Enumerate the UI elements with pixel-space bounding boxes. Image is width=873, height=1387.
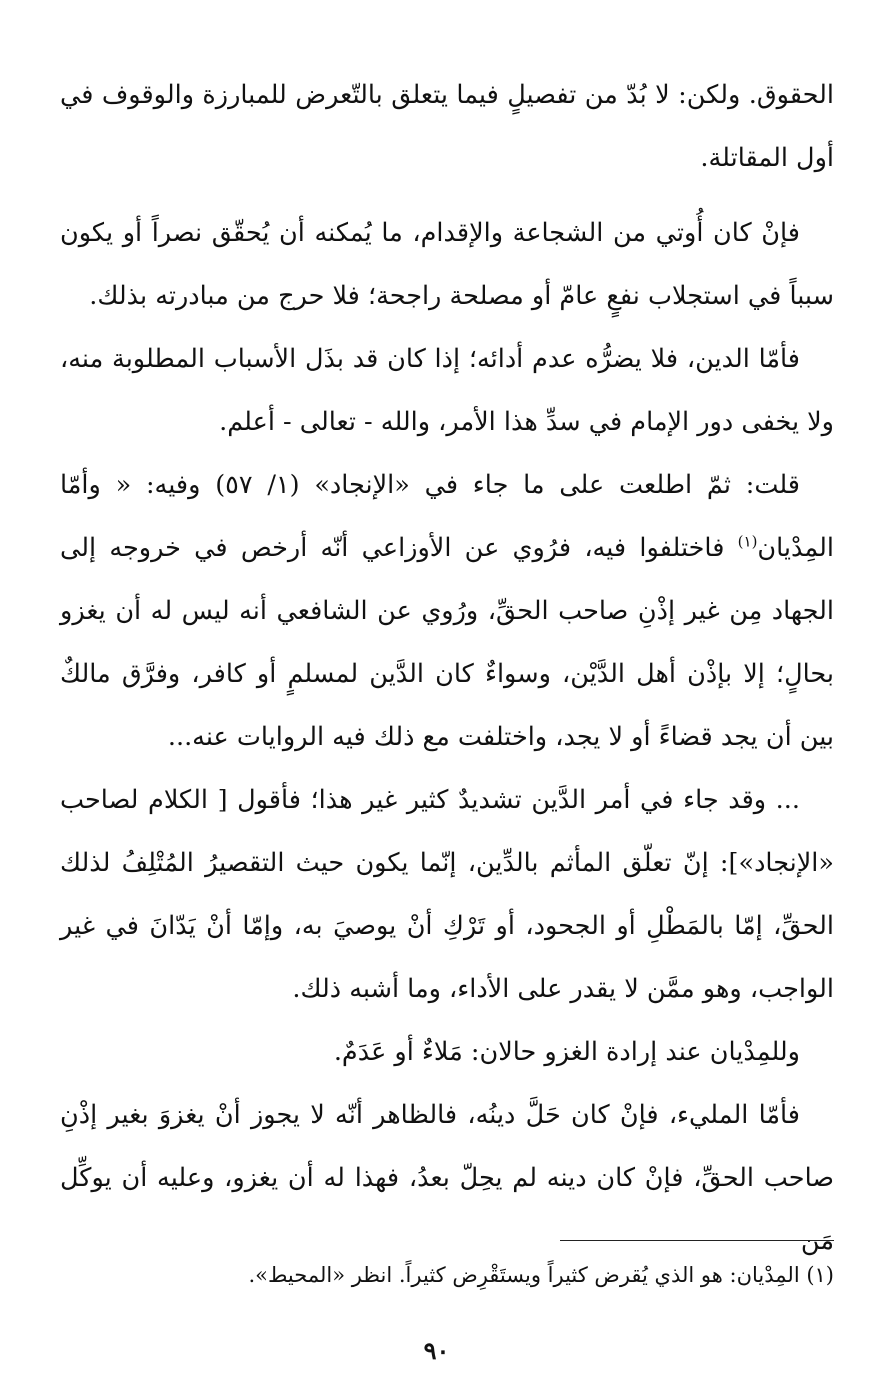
paragraph-3: فأمّا الدين، فلا يضرُّه عدم أدائه؛ إذا كان قد بذَل الأسباب المطلوبة منه، ولا يخفى دور الإمام في سدِّ هذا الأمر، والله - تعالى - أعلم. — [60, 344, 834, 437]
footnote: (١) المِدْيان: هو الذي يُقرض كثيراً ويستَقْرِض كثيراً. انظر «المحيط». — [248, 1263, 834, 1287]
paragraph-7: فأمّا المليء، فإنْ كان حَلَّ دينُه، فالظاهر أنّه لا يجوز أنْ يغزوَ بغير إذْنِ صاحب الحقِّ، فإنْ كان دينه لم يحِلّ بعدُ، فهذا له أن يغزو، وعليه أن يوكِّل مَن — [60, 1100, 834, 1256]
paragraph-4 — [60, 454, 834, 769]
paragraph-2: فإنْ كان أُوتي من الشجاعة والإقدام، ما يُمكنه أن يُحقّق نصراً أو يكون سبباً في استجلاب نفعٍ عامّ أو مصلحة راجحة؛ فلا حرج من مبادرته بذلك. — [60, 218, 834, 311]
footnote-marker[interactable]: (١) — [737, 532, 758, 551]
paragraph-6: وللمِدْيان عند إرادة الغزو حالان: مَلاءٌ أو عَدَمٌ. — [333, 1037, 800, 1067]
paragraph-4-text: قلت: ثمّ اطلعت على ما جاء في «الإنجاد» (١/ ٥٧) وفيه: « وأمّا المِدْيان — [60, 470, 834, 563]
page-body — [60, 64, 834, 1273]
paragraph-4-continuation: فاختلفوا فيه، فرُوي عن الأوزاعي أنّه أرخص في خروجه إلى الجهاد مِن غير إذْنِ صاحب الحقِّ، ورُوي عن الشافعي أنه ليس له أن يغزو بحالٍ؛ إلا بإذْن أهل الدَّيْن، وسواءٌ كان الدَّين لمسلمٍ أو كافر، وفرَّق مالكٌ بين أن يجد قضاءً أو لا يجد، واختلفت مع ذلك فيه الروايات عنه... — [60, 533, 834, 752]
page-number: ٩٠ — [423, 1336, 450, 1365]
footnote-divider — [560, 1240, 834, 1241]
paragraph-1: الحقوق. ولكن: لا بُدّ من تفصيلٍ فيما يتعلق بالتّعرض للمبارزة والوقوف في أول المقاتلة. — [60, 80, 834, 173]
paragraph-5: ... وقد جاء في أمر الدَّين تشديدٌ كثير غير هذا؛ فأقول [ الكلام لصاحب «الإنجاد»]: إنّ تعلّق المأثم بالدِّين، إنّما يكون حيث التقصيرُ المُتْلِفُ لذلك الحقِّ، إمّا بالمَطْلِ أو الجحود، أو تَرْكِ أنْ يوصيَ به، وإمّا أنْ يَدّانَ في غير الواجب، وهو ممَّن لا يقدر على الأداء، وما أشبه ذلك. — [60, 785, 834, 1004]
